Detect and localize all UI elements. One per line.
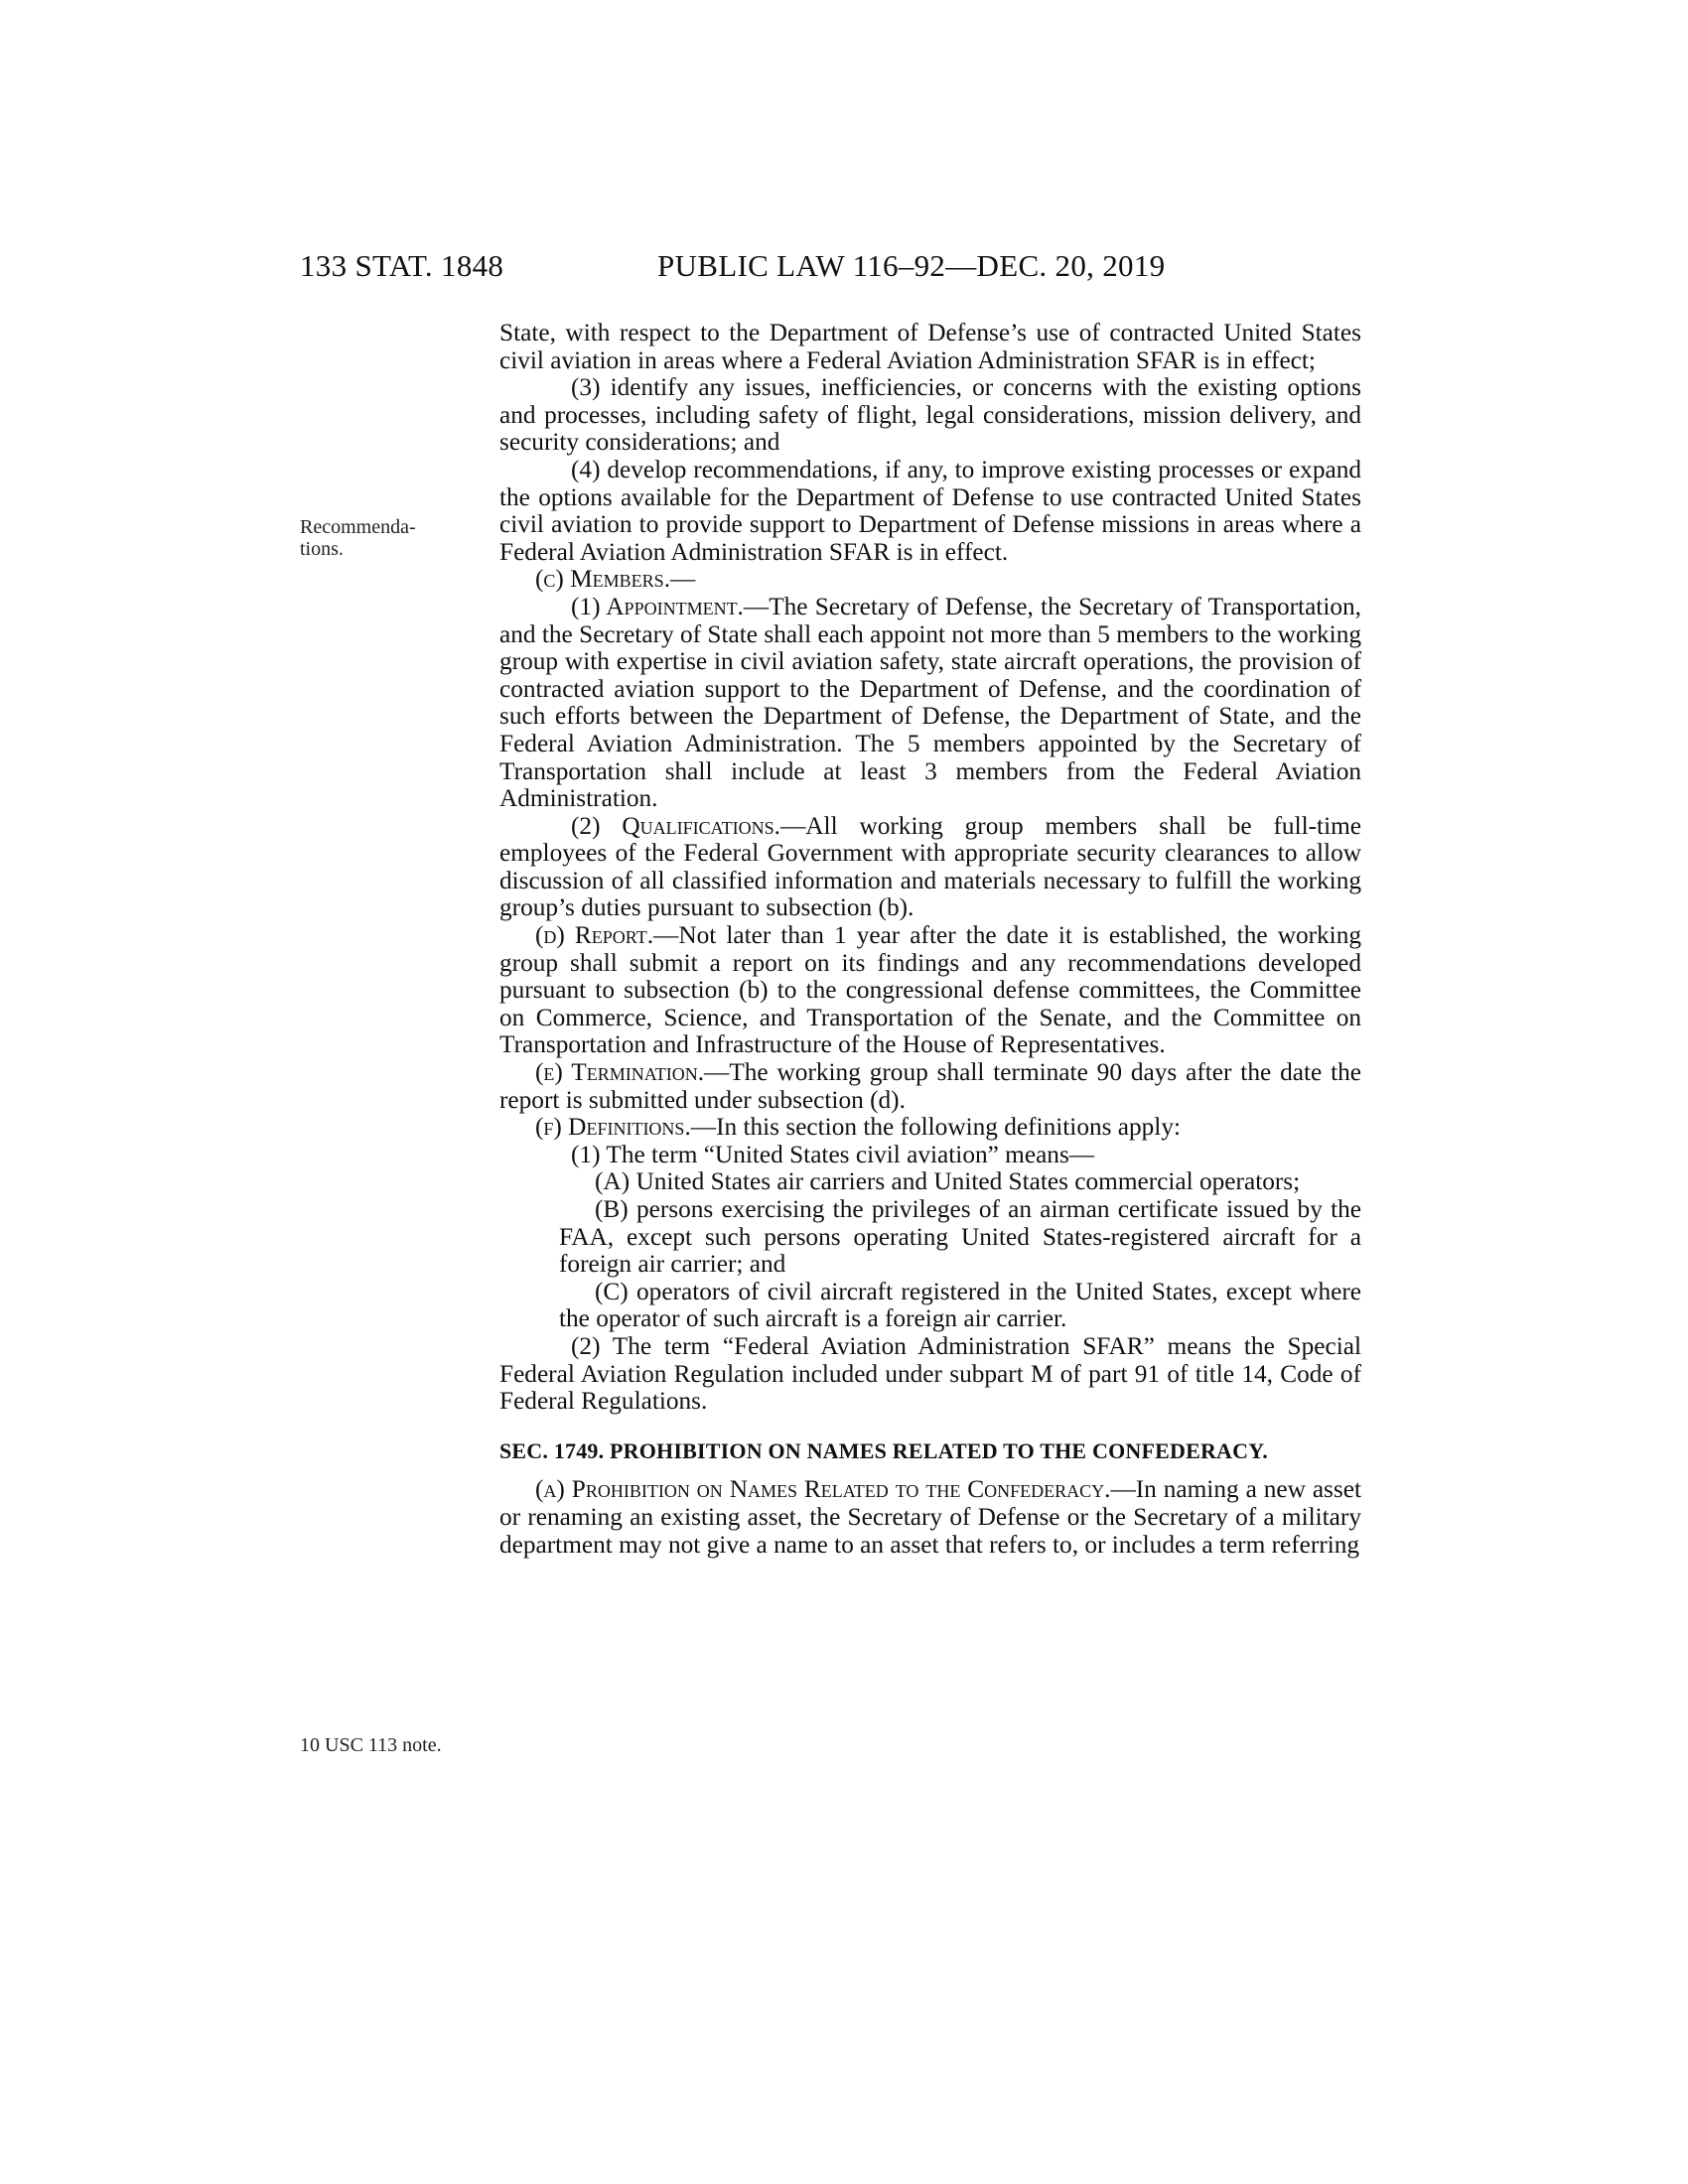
subsection-c-label: (c) Members.— <box>535 565 696 594</box>
subsection-f-label: (f) Definitions.— <box>535 1113 717 1142</box>
subsection-d-text: Not later than 1 year after the date it is established, the working group shall submit a report on its findings and any recommendations developed pursuant to subsection (b) to the congressional defense committees, the Committee on Commerce, Science, and Transportation of the Senate, and the Committee on Transportation and Infrastructure of the House of Representatives. <box>499 921 1362 1059</box>
stat-page-number: 133 STAT. 1848 <box>300 248 504 283</box>
definition-1-c: (C) operators of civil aircraft registered in the United States, except where the operator of such aircraft is a foreign air carrier. <box>559 1277 1361 1333</box>
subsection-f <box>499 1114 1361 1142</box>
paragraph-b4: (4) develop recommendations, if any, to improve existing processes or expand the options available for the Department of Defense to use contracted United States civil aviation to provide support to Department of Defense missions in areas where a Federal Aviation Administration SFAR is in effect. <box>499 455 1361 566</box>
paragraph-b3: (3) identify any issues, inefficiencies, or concerns with the existing options and processes, including safety of flight, legal considerations, mission delivery, and security considerations; and <box>499 373 1361 457</box>
running-header-title: PUBLIC LAW 116–92—DEC. 20, 2019 <box>657 248 1166 283</box>
subsection-a-text: In naming a new asset or renaming an existing asset, the Secretary of Defense or the Secretary of a military department may not give a name to an asset that refers to, or includes a term referring <box>499 1475 1361 1559</box>
definition-1-b: (B) persons exercising the privileges of an airman certificate issued by the FAA, except such persons operating United States-registered aircraft for a foreign air carrier; and <box>559 1195 1361 1279</box>
subsection-e-text: The working group shall terminate 90 days after the date the report is submitted under subsection (d). <box>499 1058 1361 1114</box>
document-body <box>499 320 1361 1559</box>
section-1749-heading: SEC. 1749. PROHIBITION ON NAMES RELATED TO THE CONFEDERACY. <box>499 1437 1269 1463</box>
subsection-a <box>499 1476 1361 1559</box>
paragraph-state-continued: State, with respect to the Department of Defense’s use of contracted United States civil aviation in areas where a Federal Aviation Administration SFAR is in effect; <box>499 319 1361 374</box>
paragraph-c1 <box>499 594 1361 813</box>
paragraph-c2-text: All working group members shall be full-time employees of the Federal Government with appropriate security clearances to allow discussion of all classified information and materials necessary to fulfill the working group’s duties pursuant to subsection (b). <box>499 811 1362 922</box>
subsection-f-text: In this section the following definitions apply: <box>716 1113 1182 1142</box>
definition-2: (2) The term “Federal Aviation Administration SFAR” means the Special Federal Aviation Regulation included under subpart M of part 91 of title 14, Code of Federal Regulations. <box>499 1331 1361 1416</box>
subsection-c-heading <box>499 566 1361 594</box>
paragraph-c1-text: The Secretary of Defense, the Secretary of Transportation, and the Secretary of State shall each appoint not more than 5 members to the working group with expertise in civil aviation safety, state aircraft operations, the provision of contracted aviation support to the Department of Defense, and the coordination of such efforts between the Department of Defense, the Department of State, and the Federal Aviation Administration. The 5 members appointed by the Secretary of Transportation shall include at least 3 members from the Federal Aviation Administration. <box>499 592 1361 813</box>
paragraph-c2 <box>499 813 1361 922</box>
subsection-d-label: (d) Report.— <box>535 921 679 950</box>
subsection-e-label: (e) Termination.— <box>535 1058 730 1087</box>
margin-note-recommendations: Recommenda-tions. <box>300 516 416 560</box>
subsection-d <box>499 922 1361 1059</box>
definition-1-a: (A) United States air carriers and United States commercial operators; <box>595 1167 1301 1196</box>
paragraph-c1-label: (1) Appointment.— <box>571 592 770 620</box>
paragraph-c2-label: (2) Qualifications.— <box>571 811 806 840</box>
margin-note-usc: 10 USC 113 note. <box>300 1734 442 1756</box>
subsection-e <box>499 1059 1361 1114</box>
definition-1: (1) The term “United States civil aviation” means— <box>571 1140 1095 1168</box>
subsection-a-label: (a) Prohibition on Names Related to the Confederacy.— <box>535 1475 1136 1504</box>
